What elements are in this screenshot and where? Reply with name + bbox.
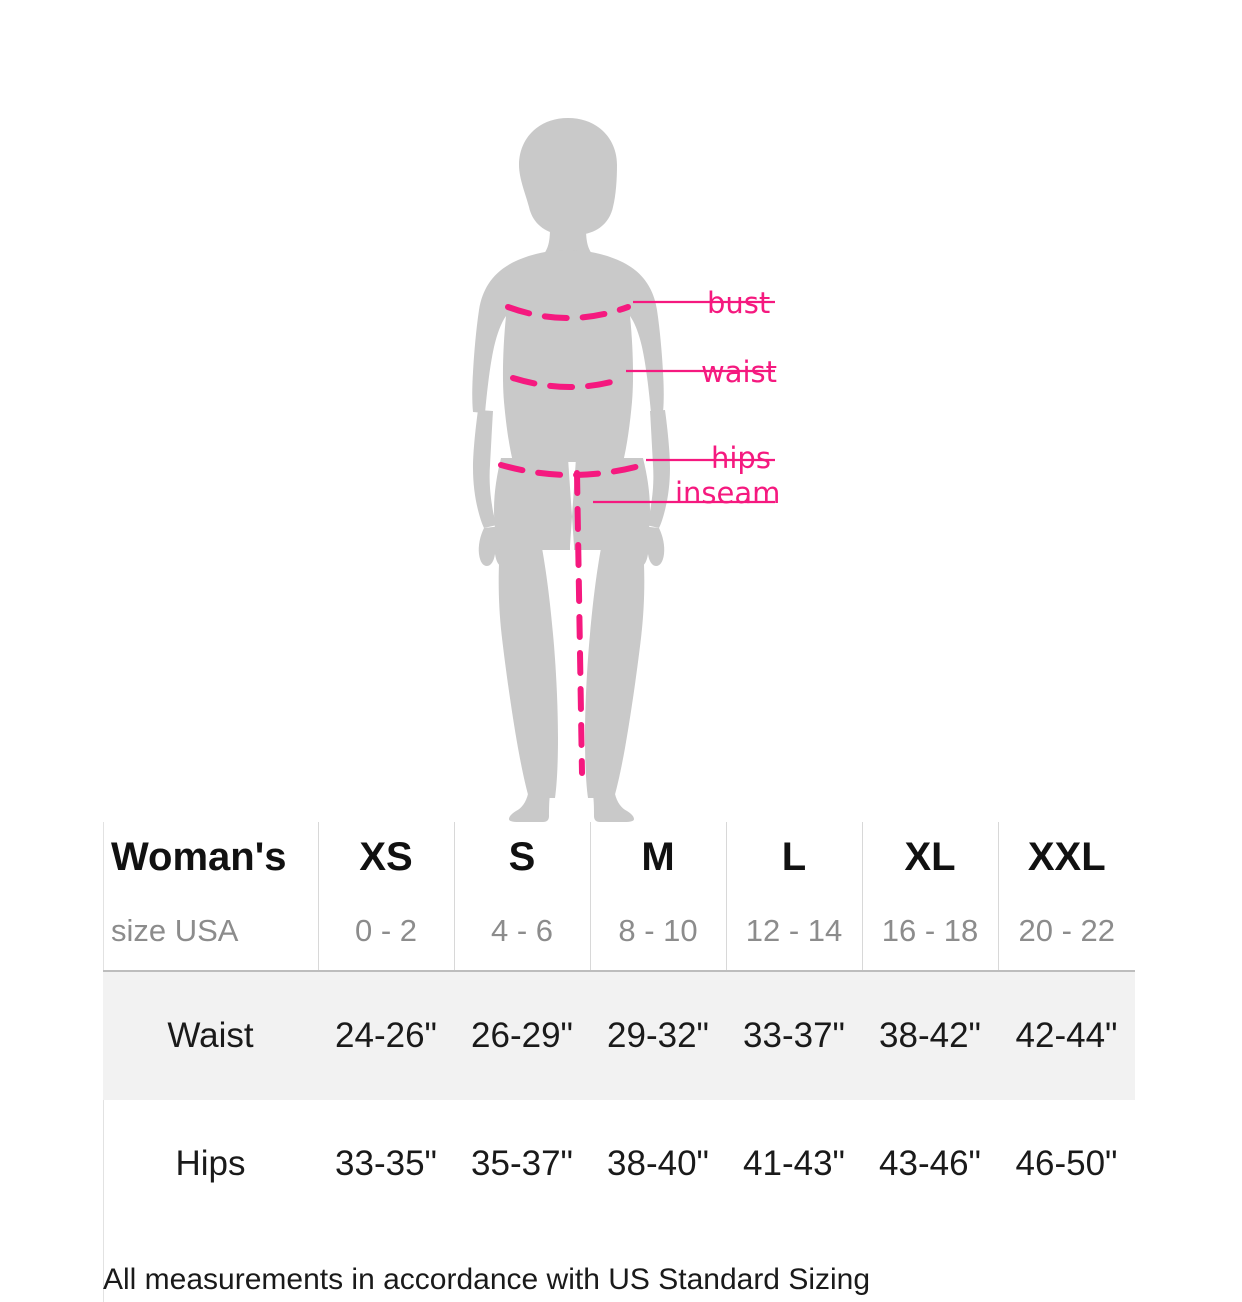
size-table (103, 822, 1135, 1302)
hips-m: 38-40" (607, 1144, 709, 1183)
table-row (103, 972, 1135, 1100)
usa-number-s: 4 - 6 (454, 892, 590, 971)
header-size-s: S (454, 822, 590, 892)
waist-xs: 24-26" (318, 972, 454, 1100)
callout-waist: waist (701, 355, 778, 389)
hips-s: 35-37" (471, 1144, 573, 1183)
table-header-row (103, 822, 1135, 892)
usa-number-xl: 16 - 18 (862, 892, 998, 971)
header-size-xxl: XXL (1027, 834, 1106, 879)
usa-number-xs: 0 - 2 (318, 892, 454, 971)
usa-number-l: 12 - 14 (726, 892, 862, 971)
hips-xl: 43-46" (879, 1144, 981, 1183)
header-size-l: L (726, 822, 862, 892)
waist-s: 26-29" (454, 972, 590, 1100)
body-diagram (103, 110, 1135, 822)
callout-bust: bust (707, 286, 771, 320)
subheader-title: size USA (103, 892, 318, 971)
table-row (103, 1100, 1135, 1228)
header-title: Woman's (103, 822, 318, 892)
size-chart-card (103, 110, 1135, 1302)
hips-xs: 33-35" (335, 1144, 437, 1183)
footnote-text: All measurements in accordance with US Standard Sizing (103, 1263, 871, 1296)
table-subheader-row (103, 892, 1135, 971)
usa-number-m: 8 - 10 (590, 892, 726, 971)
size-table-wrapper (103, 822, 1135, 1302)
hips-xxl: 46-50" (1015, 1144, 1118, 1183)
waist-xl: 38-42" (862, 972, 998, 1100)
hips-l: 41-43" (743, 1144, 845, 1183)
row-label-waist: Waist (103, 972, 318, 1100)
row-label-hips: Hips (175, 1144, 246, 1183)
woman-body-silhouette-icon (103, 110, 1135, 822)
waist-l: 33-37" (726, 972, 862, 1100)
table-footnote-row (103, 1228, 1135, 1302)
callout-inseam: inseam (675, 476, 781, 510)
header-size-xs: XS (318, 822, 454, 892)
callout-hips: hips (711, 441, 771, 475)
waist-m: 29-32" (590, 972, 726, 1100)
usa-number-xxl: 20 - 22 (1018, 913, 1115, 948)
header-size-m: M (590, 822, 726, 892)
waist-xxl: 42-44" (998, 972, 1135, 1100)
header-size-xl: XL (862, 822, 998, 892)
